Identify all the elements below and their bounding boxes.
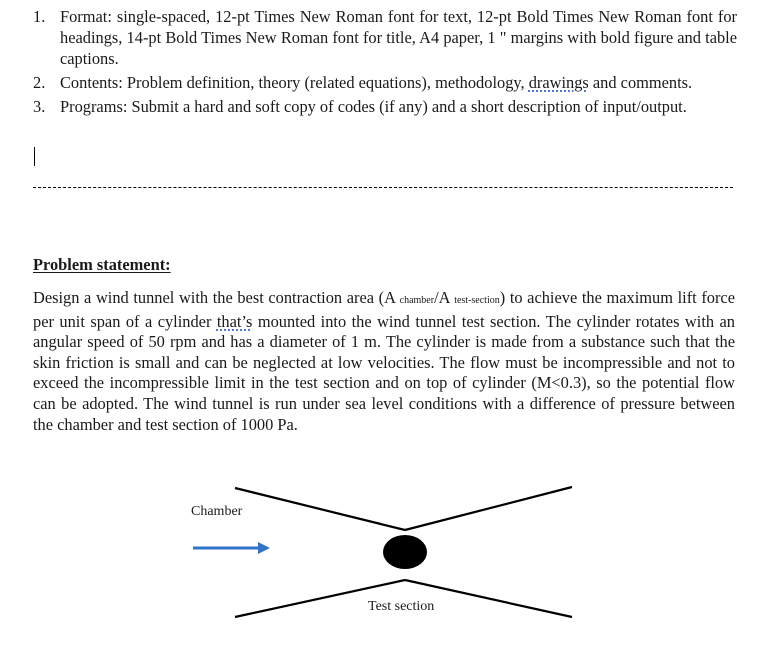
spellcheck-word[interactable]: that’s xyxy=(216,311,253,331)
paragraph-text: /A xyxy=(434,288,455,307)
spellcheck-word[interactable]: drawings xyxy=(528,73,589,92)
problem-heading: Problem statement: xyxy=(33,255,171,274)
item-number: 3. xyxy=(33,97,46,116)
paragraph-text: Design a wind tunnel with the best contraction area (A xyxy=(33,288,400,307)
item-number: 1. xyxy=(33,7,46,26)
item-text-end: and comments. xyxy=(588,73,693,92)
item-text: Format: single-spaced, 12-pt Times New Roman font for text, 12-pt Bold Times New Roman font for headings, 14-pt Bold Times New Roman font for title, A4 paper, 1 " margins with bold figure and table captions. xyxy=(60,7,737,68)
paragraph-text: mounted into the wind tunnel test section. The cylinder rotates with an angular speed of 50 rpm and has a diameter of 1 m. The cylinder is made from a substance such that the skin friction is small and can be neglected at low velocities. The flow must be incompressible and not to exceed the incompressible limit in the test section and on top of cylinder (M<0.3), so the potential flow can be adopted. The wind tunnel is run under sea level conditions with a difference of pressure between the chamber and test section of 1000 Pa. xyxy=(33,311,735,434)
flow-arrow-head xyxy=(258,542,270,554)
test-section-label: Test section xyxy=(368,599,435,614)
upper-left-wall xyxy=(235,488,405,530)
chamber-label: Chamber xyxy=(191,504,243,519)
upper-right-wall xyxy=(405,487,572,530)
item-number: 2. xyxy=(33,73,46,92)
paragraph-text: ) to achieve the maximum lift force per unit span of a cylinder xyxy=(33,288,735,331)
cylinder-shape xyxy=(383,535,427,569)
item-text: Programs: Submit a hard and soft copy of codes (if any) and a short description of input/output. xyxy=(60,97,687,116)
item-text: Contents: Problem definition, theory (related equations), methodology, xyxy=(60,73,529,92)
subscript-chamber: chamber xyxy=(399,295,435,306)
subscript-test-section: test-section xyxy=(454,295,500,306)
